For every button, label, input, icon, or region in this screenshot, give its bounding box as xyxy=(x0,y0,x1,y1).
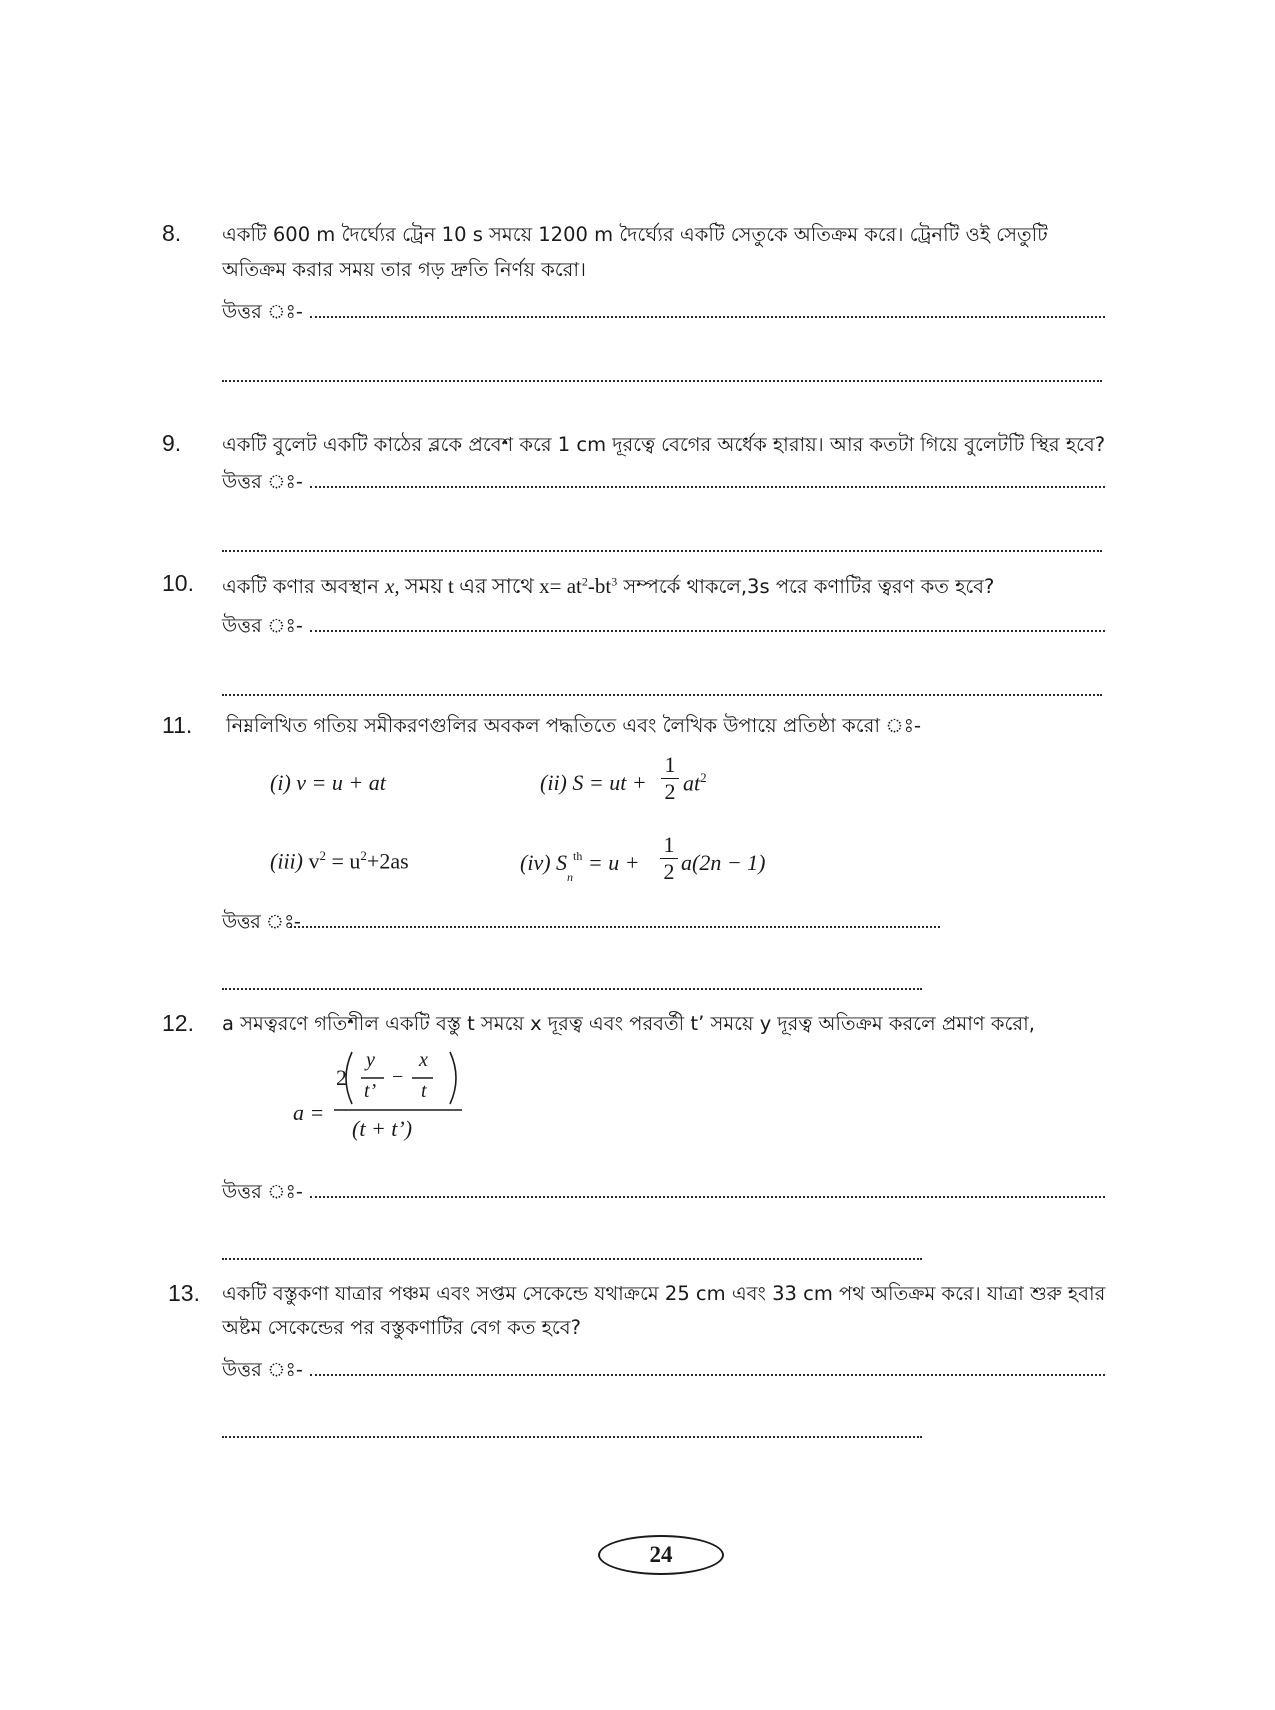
equation-iv-s: S xyxy=(556,850,568,875)
question-9-answer-label: উত্তর ঃ- xyxy=(222,470,303,493)
equation-iv-half-numerator: 1 xyxy=(663,832,675,857)
q10-text-d: সম্পর্কে থাকলে,3s পরে কণাটির ত্বরণ কত হবে? xyxy=(617,575,995,598)
page-number: 24 xyxy=(649,1542,673,1567)
question-8-text-line1: একটি 600 m দৈর্ঘ্যের ট্রেন 10 s সময়ে 1200 m দৈর্ঘ্যের একটি সেতুকে অতিক্রম করে। ট্রেনটি ওই সেতুটি xyxy=(222,223,1048,246)
q10-sup-2: 3 xyxy=(611,574,618,589)
q10-variable-x: x, xyxy=(385,574,400,598)
q10-text-c: -bt xyxy=(587,574,612,598)
equation-ii-label: (ii) xyxy=(540,770,567,795)
equation-iv-mid: = u + xyxy=(587,850,640,875)
equation-ii-left xyxy=(540,770,647,796)
q10-text-a: একটি কণার অবস্থান xyxy=(222,575,386,598)
equation-iv-rhs: a(2n − 1) xyxy=(681,850,766,875)
question-13-answer-line-1[interactable] xyxy=(310,1374,1105,1376)
equation-iv-right xyxy=(681,850,766,876)
question-11-answer-line-2[interactable] xyxy=(222,988,922,990)
equation-i-label: (i) xyxy=(270,770,291,795)
question-12-text-line1 xyxy=(222,1010,1035,1042)
q10-text-b: সময় t এর সাথে x= at xyxy=(399,574,582,598)
question-11-text-line1: নিম্নলিখিত গতিয় সমীকরণগুলির অবকল পদ্ধতিতে এবং লৈখিক উপায়ে প্রতিষ্ঠা করো ঃ- xyxy=(226,714,922,737)
question-13-number: 13. xyxy=(168,1280,200,1306)
q12-formula-lhs xyxy=(293,1100,324,1126)
q12-formula-tprime: t’ xyxy=(364,1080,377,1102)
equation-iii-mid: = u xyxy=(326,848,361,874)
question-12-answer-line-2[interactable] xyxy=(222,1258,922,1260)
question-12-answer-label: উত্তর ঃ- xyxy=(222,1180,303,1203)
question-8-number: 8. xyxy=(162,220,182,246)
question-9-answer-line-2[interactable] xyxy=(222,550,1102,552)
q12-formula-minus: − xyxy=(392,1066,404,1088)
equation-ii-half-fraction xyxy=(661,754,679,803)
equation-ii-right xyxy=(683,770,707,796)
q12-formula-coef: 2 xyxy=(336,1065,347,1090)
question-11-answer-line-1[interactable] xyxy=(290,926,940,928)
q12-formula-y: y xyxy=(366,1049,375,1071)
question-11-answer-label: উত্তর ঃ- xyxy=(222,910,301,933)
question-9-number: 9. xyxy=(162,430,182,456)
question-10-answer-line-1[interactable] xyxy=(310,630,1105,632)
equation-i-body: v = u + at xyxy=(296,770,386,795)
question-8-answer-label: উত্তর ঃ- xyxy=(222,300,303,323)
q12-formula-x: x xyxy=(419,1049,428,1071)
equation-iii-v: v xyxy=(308,848,320,874)
question-13-answer-line-2[interactable] xyxy=(222,1436,922,1438)
question-9-text-line1: একটি বুলেট একটি কাঠের ব্লকে প্রবেশ করে 1 cm দূরত্বে বেগের অর্ধেক হারায়। আর কতটা গিয়ে বুলেটটি স্থির হবে? xyxy=(222,433,1106,456)
question-8-answer-line-2[interactable] xyxy=(222,380,1102,382)
question-12-number: 12. xyxy=(162,1010,194,1036)
q12-right-paren xyxy=(450,1052,456,1104)
question-12-answer-line-1[interactable] xyxy=(310,1196,1105,1198)
question-13-text-line1: একটি বস্তুকণা যাত্রার পঞ্চম এবং সপ্তম সেকেন্ডে যথাক্রমে 25 cm এবং 33 cm পথ অতিক্রম করে। যাত্রা শুরু হবার xyxy=(222,1282,1106,1305)
question-10-answer-line-2[interactable] xyxy=(222,694,1102,696)
equation-iii xyxy=(270,848,409,874)
question-8-answer-line-1[interactable] xyxy=(310,316,1105,318)
question-10-text-line1 xyxy=(222,570,994,605)
question-10-answer-label: উত্তর ঃ- xyxy=(222,614,303,637)
equation-iii-label: (iii) xyxy=(270,848,303,874)
q10-sup-1: 2 xyxy=(581,574,588,589)
equation-iii-sup-2: 2 xyxy=(360,848,367,863)
equation-iii-sup-1: 2 xyxy=(319,848,326,863)
q12-formula-denominator: (t + t’) xyxy=(352,1116,413,1141)
equation-ii-rhs: at xyxy=(683,770,701,796)
equation-iv-label: (iv) xyxy=(520,850,551,875)
equation-iv-half-fraction xyxy=(660,834,678,883)
question-9-answer-line-1[interactable] xyxy=(310,486,1105,488)
equation-iv-left xyxy=(520,848,640,885)
equation-iv-sub: n xyxy=(567,870,574,885)
equation-ii-sup: 2 xyxy=(700,770,707,785)
equation-ii-lhs: S = ut + xyxy=(572,770,647,795)
question-8-text-line2: অতিক্রম করার সময় তার গড় দ্রুতি নির্ণয় করো। xyxy=(222,258,586,281)
question-13-text-line2: অষ্টম সেকেন্ডের পর বস্তুকণাটির বেগ কত হবে? xyxy=(222,1316,581,1339)
question-11-number: 11. xyxy=(162,712,193,738)
equation-iii-end: +2as xyxy=(366,848,409,874)
question-13-answer-label: উত্তর ঃ- xyxy=(222,1358,303,1381)
equation-iv-th: th xyxy=(573,848,583,863)
question-12-text: a সমত্বরণে গতিশীল একটি বস্তু t সময়ে x দূরত্ব এবং পরবর্তী t’ সময়ে y দূরত্ব অতিক্রম করলে প্রমাণ করো, xyxy=(222,1012,1035,1035)
equation-iv-half-denominator: 2 xyxy=(663,859,675,884)
q12-formula-a: a = xyxy=(293,1100,325,1125)
equation-ii-half-denominator: 2 xyxy=(664,779,676,804)
q12-formula-t: t xyxy=(421,1080,427,1102)
equation-i xyxy=(270,770,386,796)
equation-ii-half-numerator: 1 xyxy=(664,752,676,777)
question-10-number: 10. xyxy=(162,570,194,596)
